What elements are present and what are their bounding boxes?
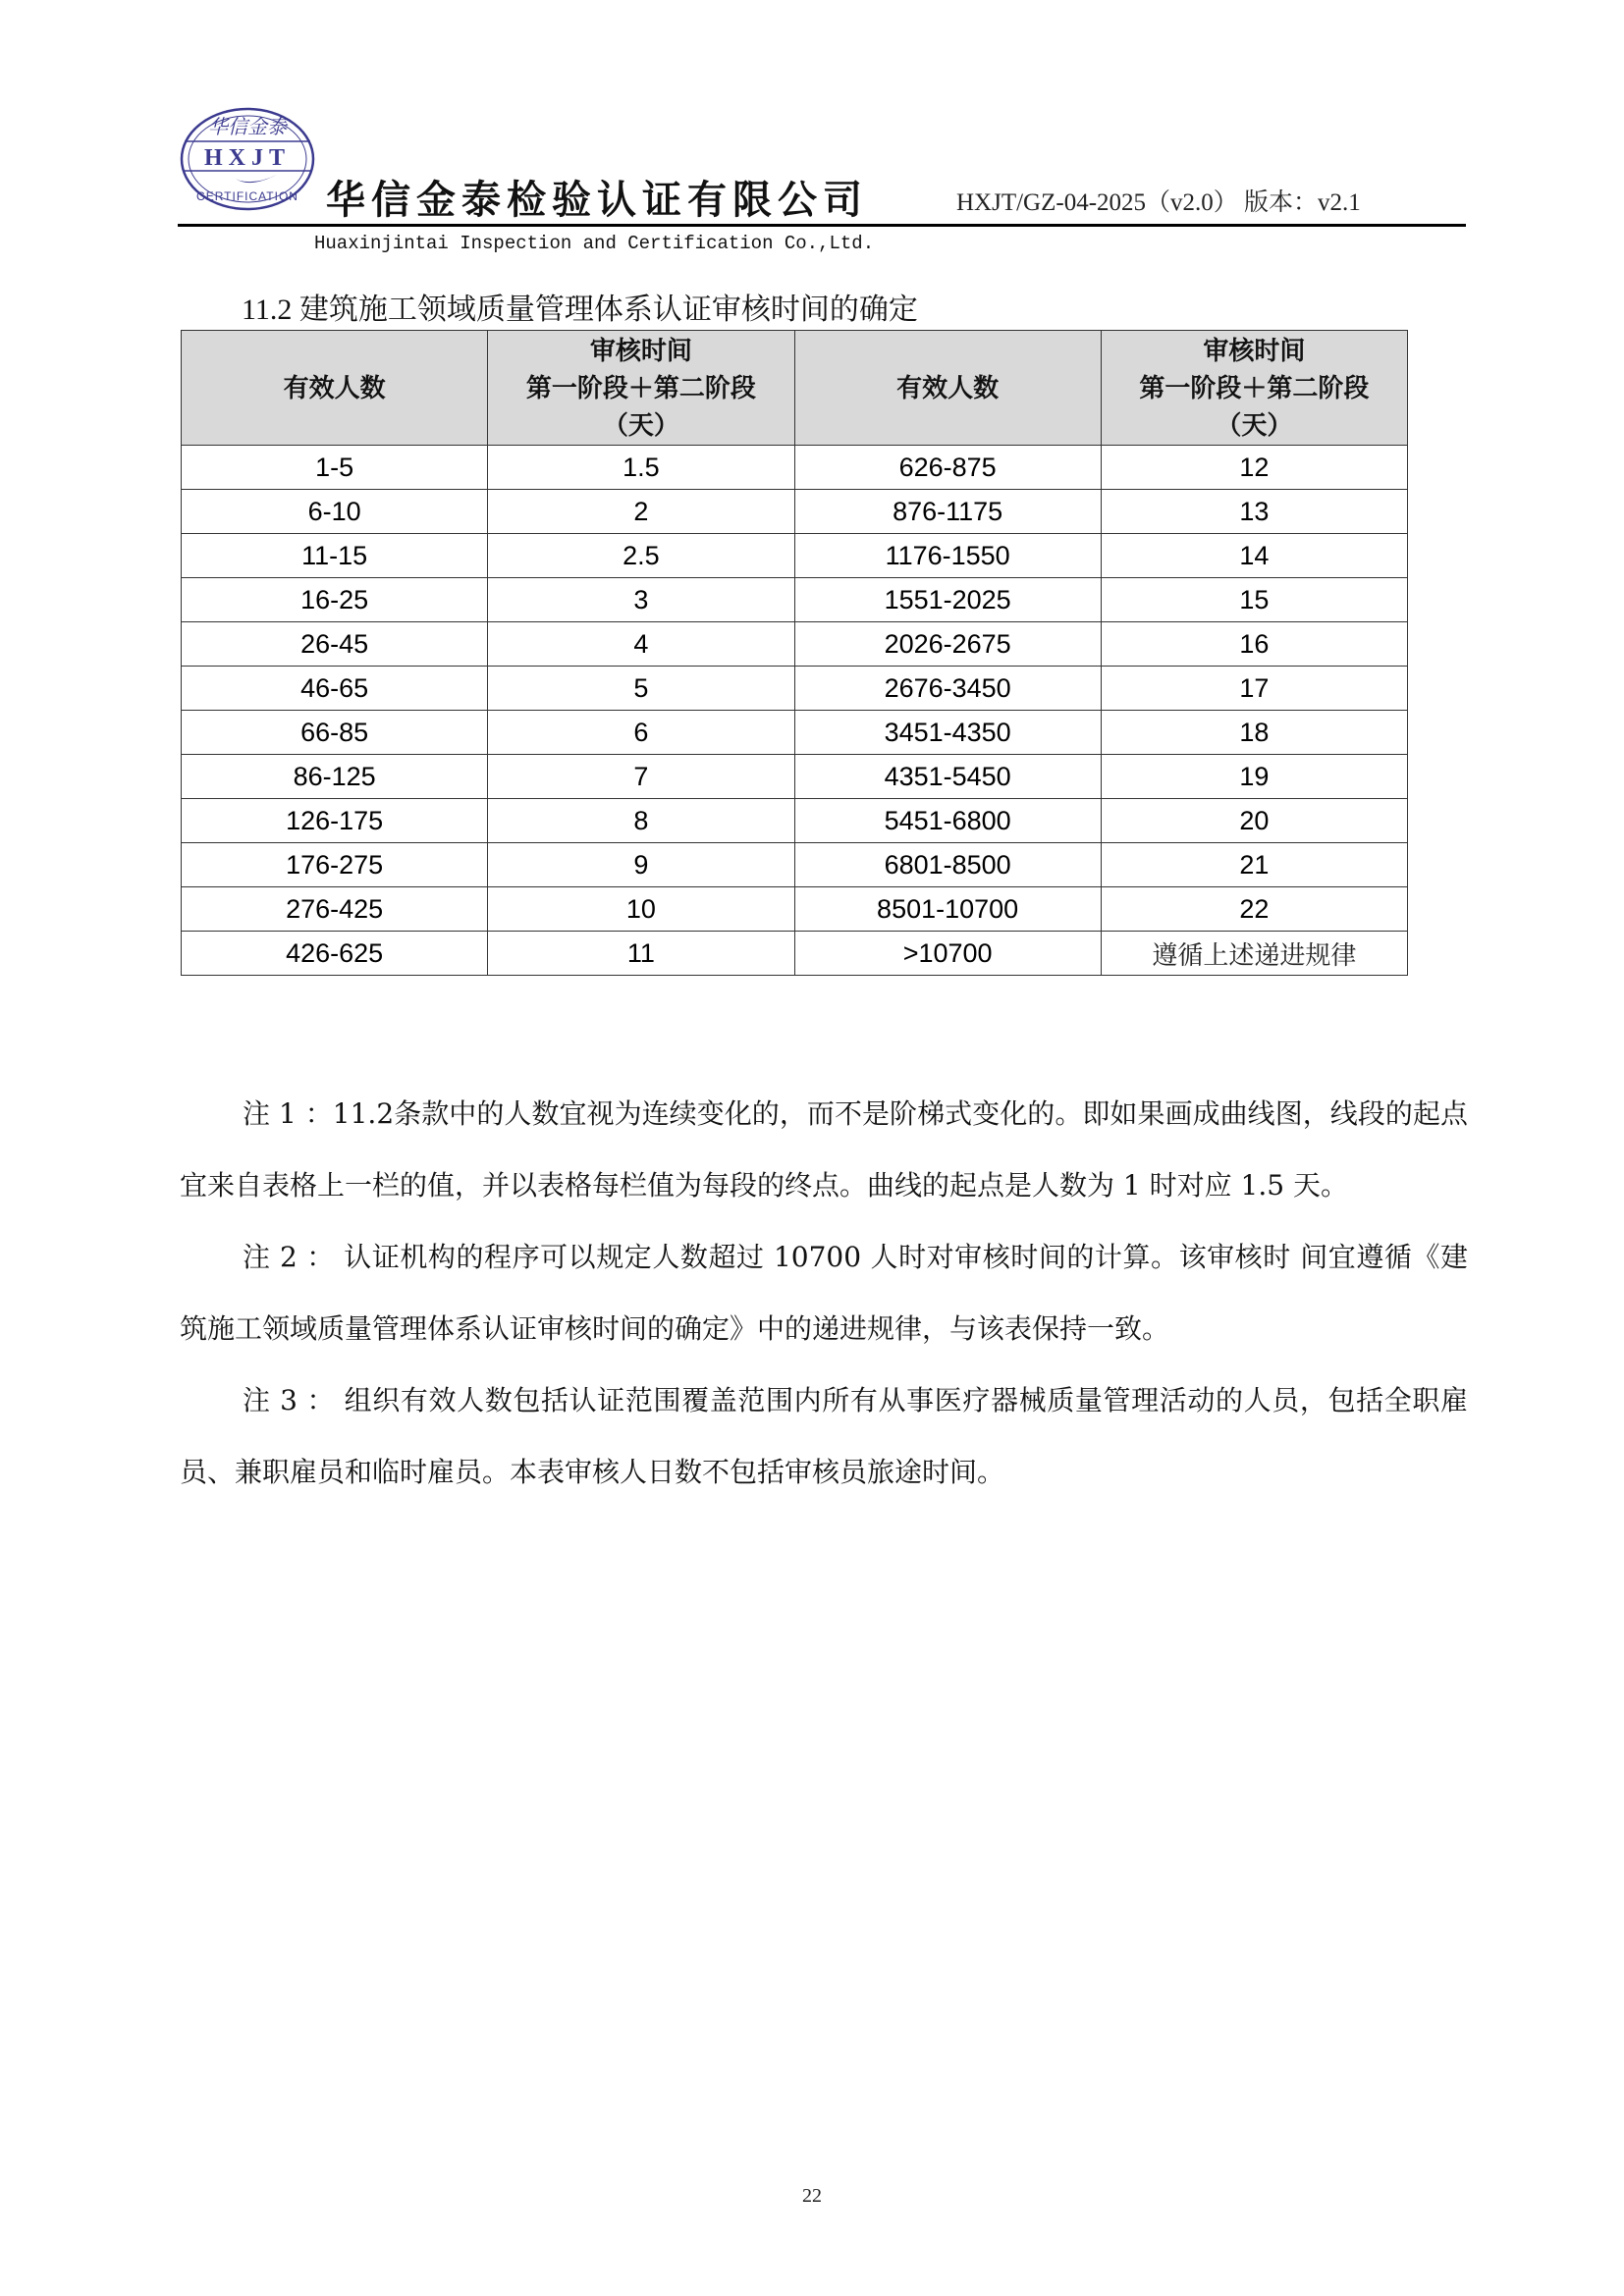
cell-audit-days: 22 bbox=[1101, 887, 1407, 932]
logo-bottom-text: CERTIFICATION bbox=[196, 189, 298, 203]
cell-headcount-range: 2026-2675 bbox=[794, 622, 1101, 667]
header-cell-audit-days bbox=[488, 331, 794, 446]
table-row bbox=[182, 887, 1408, 932]
company-name-cn: 华信金泰检验认证有限公司 bbox=[326, 177, 868, 223]
cell-headcount-range: 86-125 bbox=[182, 755, 488, 799]
header-line: 审核时间 bbox=[589, 336, 692, 365]
header-line: （天） bbox=[1216, 410, 1293, 440]
table-row bbox=[182, 711, 1408, 755]
cell-audit-days: 15 bbox=[1101, 578, 1407, 622]
swoosh-icon bbox=[236, 175, 277, 183]
table-row bbox=[182, 490, 1408, 534]
cell-audit-days: 5 bbox=[488, 667, 794, 711]
cell-audit-days: 2.5 bbox=[488, 534, 794, 578]
cell-audit-days: 14 bbox=[1101, 534, 1407, 578]
table-row bbox=[182, 932, 1408, 976]
note-3: 注 3 ： 组织有效人数包括认证范围覆盖范围内所有从事医疗器械质量管理活动的人员，包括全职雇员、兼职雇员和临时雇员。本表审核人日数不包括审核员旅途时间。 bbox=[180, 1384, 1468, 1488]
cell-audit-days: 10 bbox=[488, 887, 794, 932]
company-logo bbox=[179, 106, 316, 212]
cell-headcount-range: 276-425 bbox=[182, 887, 488, 932]
cell-audit-days: 遵循上述递进规律 bbox=[1101, 932, 1407, 976]
cell-audit-days: 6 bbox=[488, 711, 794, 755]
cell-headcount-range: 2676-3450 bbox=[794, 667, 1101, 711]
notes-section bbox=[180, 1078, 1468, 1508]
cell-headcount-range: 11-15 bbox=[182, 534, 488, 578]
cell-headcount-range: >10700 bbox=[794, 932, 1101, 976]
cell-audit-days: 1.5 bbox=[488, 446, 794, 490]
header-cell-headcount bbox=[794, 331, 1101, 446]
cell-headcount-range: 876-1175 bbox=[794, 490, 1101, 534]
cell-audit-days: 4 bbox=[488, 622, 794, 667]
cell-headcount-range: 1-5 bbox=[182, 446, 488, 490]
cell-audit-days: 11 bbox=[488, 932, 794, 976]
header-line: （天） bbox=[602, 410, 679, 440]
table-body bbox=[182, 446, 1408, 976]
cell-audit-days: 17 bbox=[1101, 667, 1407, 711]
cell-audit-days: 7 bbox=[488, 755, 794, 799]
header-cell-headcount bbox=[182, 331, 488, 446]
cell-headcount-range: 16-25 bbox=[182, 578, 488, 622]
document-code: HXJT/GZ-04-2025（v2.0） 版本：v2.1 bbox=[956, 189, 1361, 216]
cell-audit-days: 9 bbox=[488, 843, 794, 887]
cell-headcount-range: 176-275 bbox=[182, 843, 488, 887]
cell-headcount-range: 3451-4350 bbox=[794, 711, 1101, 755]
audit-time-table bbox=[181, 330, 1408, 976]
cell-audit-days: 20 bbox=[1101, 799, 1407, 843]
cell-audit-days: 19 bbox=[1101, 755, 1407, 799]
table-row bbox=[182, 755, 1408, 799]
cell-headcount-range: 5451-6800 bbox=[794, 799, 1101, 843]
note-2: 注 2 ： 认证机构的程序可以规定人数超过 10700 人时对审核时间的计算。该审核时 间宜遵循《建筑施工领域质量管理体系认证审核时间的确定》中的递进规律，与该表保持一致。 bbox=[180, 1241, 1468, 1345]
cell-headcount-range: 426-625 bbox=[182, 932, 488, 976]
cell-audit-days: 12 bbox=[1101, 446, 1407, 490]
cell-headcount-range: 8501-10700 bbox=[794, 887, 1101, 932]
cell-headcount-range: 1551-2025 bbox=[794, 578, 1101, 622]
cell-headcount-range: 626-875 bbox=[794, 446, 1101, 490]
cell-audit-days: 21 bbox=[1101, 843, 1407, 887]
cell-audit-days: 18 bbox=[1101, 711, 1407, 755]
cell-headcount-range: 4351-5450 bbox=[794, 755, 1101, 799]
section-title: 11.2 建筑施工领域质量管理体系认证审核时间的确定 bbox=[242, 294, 918, 326]
cell-headcount-range: 6801-8500 bbox=[794, 843, 1101, 887]
header-cell-audit-days bbox=[1101, 331, 1407, 446]
table-row bbox=[182, 534, 1408, 578]
table-row bbox=[182, 799, 1408, 843]
table-row bbox=[182, 578, 1408, 622]
page-number: 22 bbox=[802, 2185, 822, 2207]
cell-audit-days: 2 bbox=[488, 490, 794, 534]
cell-audit-days: 16 bbox=[1101, 622, 1407, 667]
header-line: 有效人数 bbox=[283, 373, 386, 402]
table-row bbox=[182, 446, 1408, 490]
note-1: 注 1 ：11.2条款中的人数宜视为连续变化的，而不是阶梯式变化的。即如果画成曲线图，线段的起点宜来自表格上一栏的值，并以表格每栏值为每段的终点。曲线的起点是人数为 1 时对应 1.5 天。 bbox=[180, 1097, 1468, 1201]
table-row bbox=[182, 843, 1408, 887]
company-name-en: Huaxinjintai Inspection and Certification Co.,Ltd. bbox=[314, 233, 875, 254]
cell-headcount-range: 46-65 bbox=[182, 667, 488, 711]
cell-audit-days: 8 bbox=[488, 799, 794, 843]
header-divider bbox=[178, 224, 1466, 227]
cell-audit-days: 13 bbox=[1101, 490, 1407, 534]
cell-audit-days: 3 bbox=[488, 578, 794, 622]
cell-headcount-range: 126-175 bbox=[182, 799, 488, 843]
table-row bbox=[182, 622, 1408, 667]
header-line: 第一阶段＋第二阶段 bbox=[525, 373, 756, 402]
logo-top-text: 华信金泰 bbox=[208, 115, 287, 138]
hxjt-seal-icon bbox=[179, 106, 316, 212]
cell-headcount-range: 66-85 bbox=[182, 711, 488, 755]
header-line: 第一阶段＋第二阶段 bbox=[1139, 373, 1370, 402]
cell-headcount-range: 1176-1550 bbox=[794, 534, 1101, 578]
table-header-row bbox=[182, 331, 1408, 446]
cell-headcount-range: 6-10 bbox=[182, 490, 488, 534]
header-line: 审核时间 bbox=[1203, 336, 1306, 365]
header-line: 有效人数 bbox=[896, 373, 1000, 402]
cell-headcount-range: 26-45 bbox=[182, 622, 488, 667]
table-row bbox=[182, 667, 1408, 711]
logo-middle-text: HXJT bbox=[203, 145, 292, 171]
